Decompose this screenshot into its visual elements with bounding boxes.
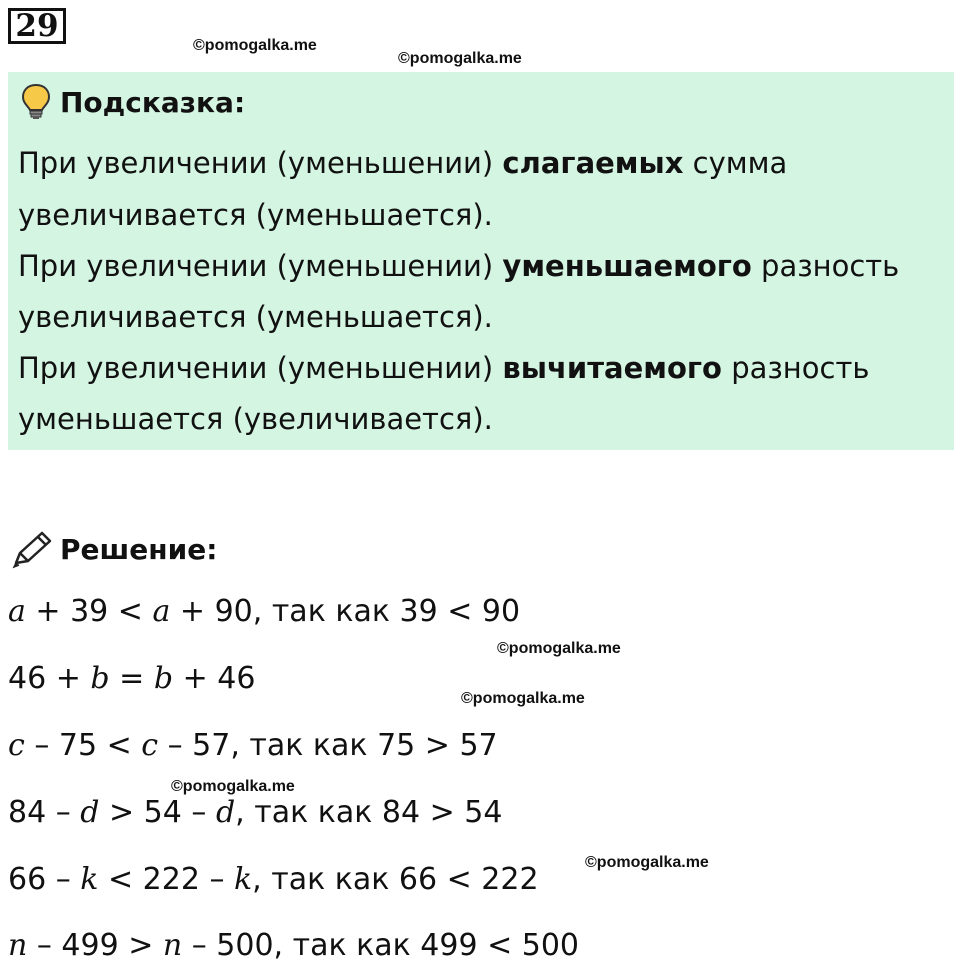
equation-row: a + 39 < a + 90, так как 39 < 90 [8, 594, 521, 629]
task-number: 29 [8, 8, 66, 44]
hint-title: Подсказка: [60, 85, 246, 119]
solution-header [10, 528, 217, 570]
watermark: ©pomogalka.me [171, 778, 295, 795]
watermark: ©pomogalka.me [461, 690, 585, 707]
watermark: ©pomogalka.me [193, 37, 317, 54]
watermark: ©pomogalka.me [398, 50, 522, 67]
hint-line: При увеличении (уменьшении) слагаемых сумма [18, 146, 788, 180]
watermark: ©pomogalka.me [497, 640, 621, 657]
hint-line: увеличивается (уменьшается). [18, 198, 493, 232]
hint-line: При увеличении (уменьшении) вычитаемого разность [18, 351, 870, 385]
equation-row: n – 499 > n – 500, так как 499 < 500 [8, 928, 580, 963]
equation-row: 84 – d > 54 – d, так как 84 > 54 [8, 795, 503, 830]
hint-line: уменьшается (увеличивается). [18, 402, 493, 436]
hint-line: При увеличении (уменьшении) уменьшаемого разность [18, 249, 900, 283]
equation-row: 66 – k < 222 – k, так как 66 < 222 [8, 862, 539, 897]
equation-row: 46 + b = b + 46 [8, 661, 256, 696]
lightbulb-icon [20, 83, 52, 121]
pencil-icon [10, 529, 54, 569]
equation-row: c – 75 < c – 57, так как 75 > 57 [8, 728, 498, 763]
solution-title: Решение: [60, 532, 218, 566]
hint-header [20, 82, 245, 122]
watermark: ©pomogalka.me [585, 854, 709, 871]
hint-line: увеличивается (уменьшается). [18, 300, 493, 334]
